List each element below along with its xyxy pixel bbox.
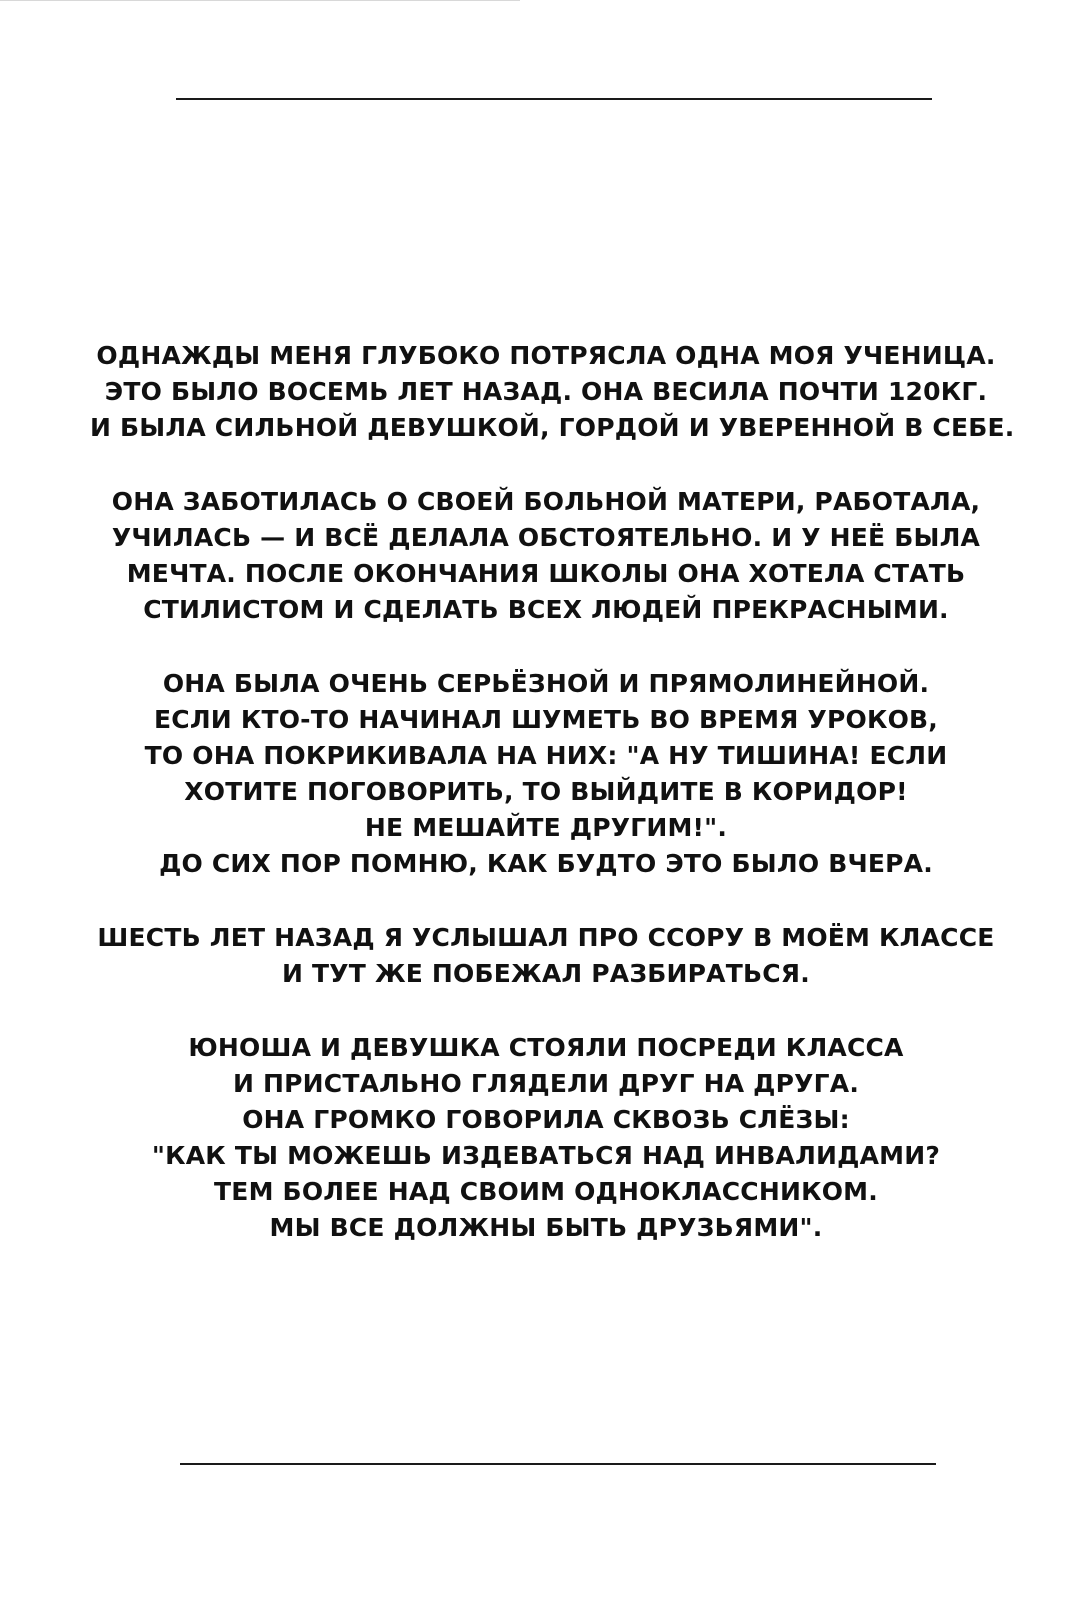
paragraph-3	[90, 666, 1002, 882]
text-line: ОДНАЖДЫ МЕНЯ ГЛУБОКО ПОТРЯСЛА ОДНА МОЯ УЧЕНИЦА.	[96, 341, 996, 370]
paragraph-4	[90, 920, 1002, 992]
paragraph-5	[90, 1030, 1002, 1246]
text-line: МЕЧТА. ПОСЛЕ ОКОНЧАНИЯ ШКОЛЫ ОНА ХОТЕЛА СТАТЬ	[126, 559, 966, 588]
paragraph-1	[90, 338, 1015, 446]
text-line: И ПРИСТАЛЬНО ГЛЯДЕЛИ ДРУГ НА ДРУГА.	[232, 1069, 860, 1098]
text-line: ЮНОША И ДЕВУШКА СТОЯЛИ ПОСРЕДИ КЛАССА	[188, 1033, 904, 1062]
text-line: МЫ ВСЕ ДОЛЖНЫ БЫТЬ ДРУЗЬЯМИ".	[269, 1213, 823, 1242]
text-line: ЕСЛИ КТО-ТО НАЧИНАЛ ШУМЕТЬ ВО ВРЕМЯ УРОКОВ,	[154, 705, 938, 734]
text-line: НЕ МЕШАЙТЕ ДРУГИМ!".	[364, 813, 728, 842]
text-line: ТЕМ БОЛЕЕ НАД СВОИМ ОДНОКЛАССНИКОМ.	[214, 1177, 878, 1206]
text-line: И ТУТ ЖЕ ПОБЕЖАЛ РАЗБИРАТЬСЯ.	[282, 959, 810, 988]
text-line: СТИЛИСТОМ И СДЕЛАТЬ ВСЕХ ЛЮДЕЙ ПРЕКРАСНЫМИ.	[143, 595, 949, 624]
text-line: ОНА ЗАБОТИЛАСЬ О СВОЕЙ БОЛЬНОЙ МАТЕРИ, РАБОТАЛА,	[111, 487, 981, 516]
text-line: "КАК ТЫ МОЖЕШЬ ИЗДЕВАТЬСЯ НАД ИНВАЛИДАМИ?	[151, 1141, 941, 1170]
text-line: ЭТО БЫЛО ВОСЕМЬ ЛЕТ НАЗАД. ОНА ВЕСИЛА ПОЧТИ 120КГ.	[104, 377, 988, 406]
text-line: ХОТИТЕ ПОГОВОРИТЬ, ТО ВЫЙДИТЕ В КОРИДОР!	[184, 777, 908, 806]
text-line: УЧИЛАСЬ — И ВСЁ ДЕЛАЛА ОБСТОЯТЕЛЬНО. И У НЕЁ БЫЛА	[111, 523, 981, 552]
paragraph-2	[90, 484, 1002, 628]
text-line: И БЫЛА СИЛЬНОЙ ДЕВУШКОЙ, ГОРДОЙ И УВЕРЕННОЙ В СЕБЕ.	[90, 413, 1015, 442]
text-line: ОНА ГРОМКО ГОВОРИЛА СКВОЗЬ СЛЁЗЫ:	[242, 1105, 850, 1134]
text-line: ШЕСТЬ ЛЕТ НАЗАД Я УСЛЫШАЛ ПРО ССОРУ В МОЁМ КЛАССЕ	[97, 923, 995, 952]
bottom-divider	[180, 1463, 936, 1465]
text-line: ТО ОНА ПОКРИКИВАЛА НА НИХ: "А НУ ТИШИНА! ЕСЛИ	[144, 741, 948, 770]
text-block	[90, 338, 1015, 1284]
top-divider	[176, 98, 932, 100]
text-line: ДО СИХ ПОР ПОМНЮ, КАК БУДТО ЭТО БЫЛО ВЧЕРА.	[159, 849, 933, 878]
page-top-edge	[0, 0, 520, 1]
text-line: ОНА БЫЛА ОЧЕНЬ СЕРЬЁЗНОЙ И ПРЯМОЛИНЕЙНОЙ.	[162, 669, 930, 698]
